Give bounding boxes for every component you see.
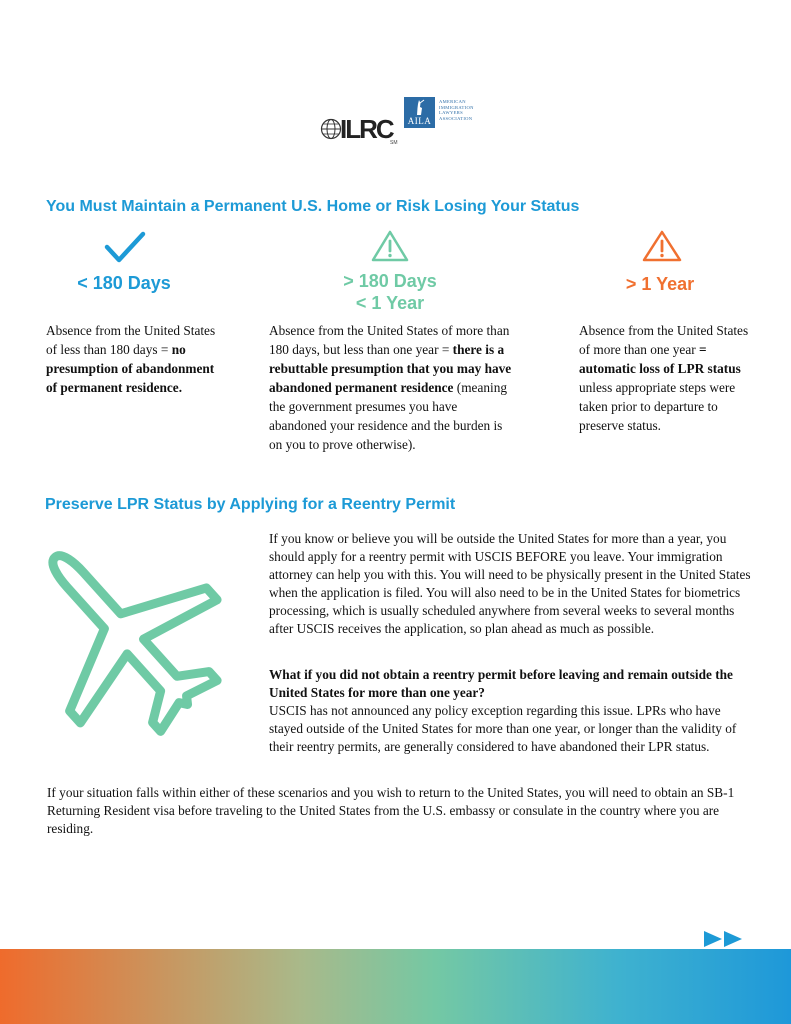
service-mark: SM: [390, 140, 398, 146]
reentry-question: What if you did not obtain a reentry permit before leaving and remain outside the United States for more than one year?: [269, 667, 733, 700]
checkmark-icon: [104, 231, 146, 265]
column-title-over-1-year: > 1 Year: [625, 274, 695, 294]
globe-icon: [320, 118, 342, 140]
aila-logo: [404, 97, 484, 131]
warning-icon: [370, 229, 410, 263]
section-heading-reentry-permit: Preserve LPR Status by Applying for a Reentry Permit: [45, 496, 456, 513]
text-normal: Absence from the United States of less than 180 days =: [46, 323, 216, 357]
aila-word: LAWYERS: [439, 110, 463, 116]
sb1-visa-paragraph: If your situation falls within either of these scenarios and you wish to return to the United States, you will need to obtain an SB-1 Returning Resident visa before traveling to the United States from the U.S. embassy or consulate in the country where you are residing.: [47, 785, 735, 836]
text-bold: no presumption of abandonment of permanent residence.: [46, 342, 215, 395]
reentry-answer: USCIS has not announced any policy exception regarding this issue. LPRs who have stayed outside of the United States for more than one year, or longer than the validity of their reentry permits, are generally considered to have abandoned their LPR status.: [269, 703, 737, 754]
text-normal: Absence from the United States of more than 180 days, but less than one year =: [269, 323, 510, 357]
section-heading-permanent-home: You Must Maintain a Permanent U.S. Home or Risk Losing Your Status: [46, 198, 580, 215]
aila-word: AMERICAN: [439, 99, 466, 104]
aila-emblem: [404, 97, 435, 128]
title-line: > 180 Days: [343, 271, 437, 291]
aila-wordmark: [439, 99, 474, 121]
double-arrow-icon[interactable]: [703, 929, 745, 949]
column-text-180-to-1-year: [269, 321, 514, 454]
text-after: (meaning the government presumes you have abandoned your residence and the burden is on you to prove otherwise).: [269, 380, 507, 452]
reentry-paragraph: If you know or believe you will be outside the United States for more than a year, you should apply for a reentry permit with USCIS BEFORE you leave. Your immigration attorney can help you with this. You will need to be physically present in the United States when the application is filed. You will also need to be in the United States for biometrics processing, which is usually scheduled anywhere from several weeks to several months after USCIS receives the application, so plan ahead as much as possible.: [269, 531, 751, 636]
ilrc-logo: [320, 114, 398, 146]
text-bold: = automatic loss of LPR status: [579, 342, 741, 376]
column-title-under-180: < 180 Days: [77, 273, 171, 293]
aila-word: ASSOCIATION: [439, 115, 473, 121]
column-title-180-to-1-year: [300, 270, 480, 314]
column-text-under-180: [46, 321, 221, 397]
column-text-over-1-year: [579, 321, 759, 435]
airplane-icon: [28, 543, 240, 747]
title-line: < 1 Year: [355, 293, 425, 313]
statue-icon: [408, 99, 431, 116]
aila-box-text: AILA: [407, 116, 432, 126]
footer-gradient-bar: [0, 949, 791, 1024]
ilrc-logo-text: ILRC: [340, 114, 393, 144]
text-bold: there is a rebuttable presumption that you may have abandoned permanent residence: [269, 342, 512, 395]
text-normal: Absence from the United States of more than one year: [579, 323, 749, 357]
warning-icon: [641, 229, 683, 263]
aila-word: IMMIGRATION: [439, 104, 474, 110]
text-after: unless appropriate steps were taken prior to departure to preserve status.: [579, 380, 736, 433]
